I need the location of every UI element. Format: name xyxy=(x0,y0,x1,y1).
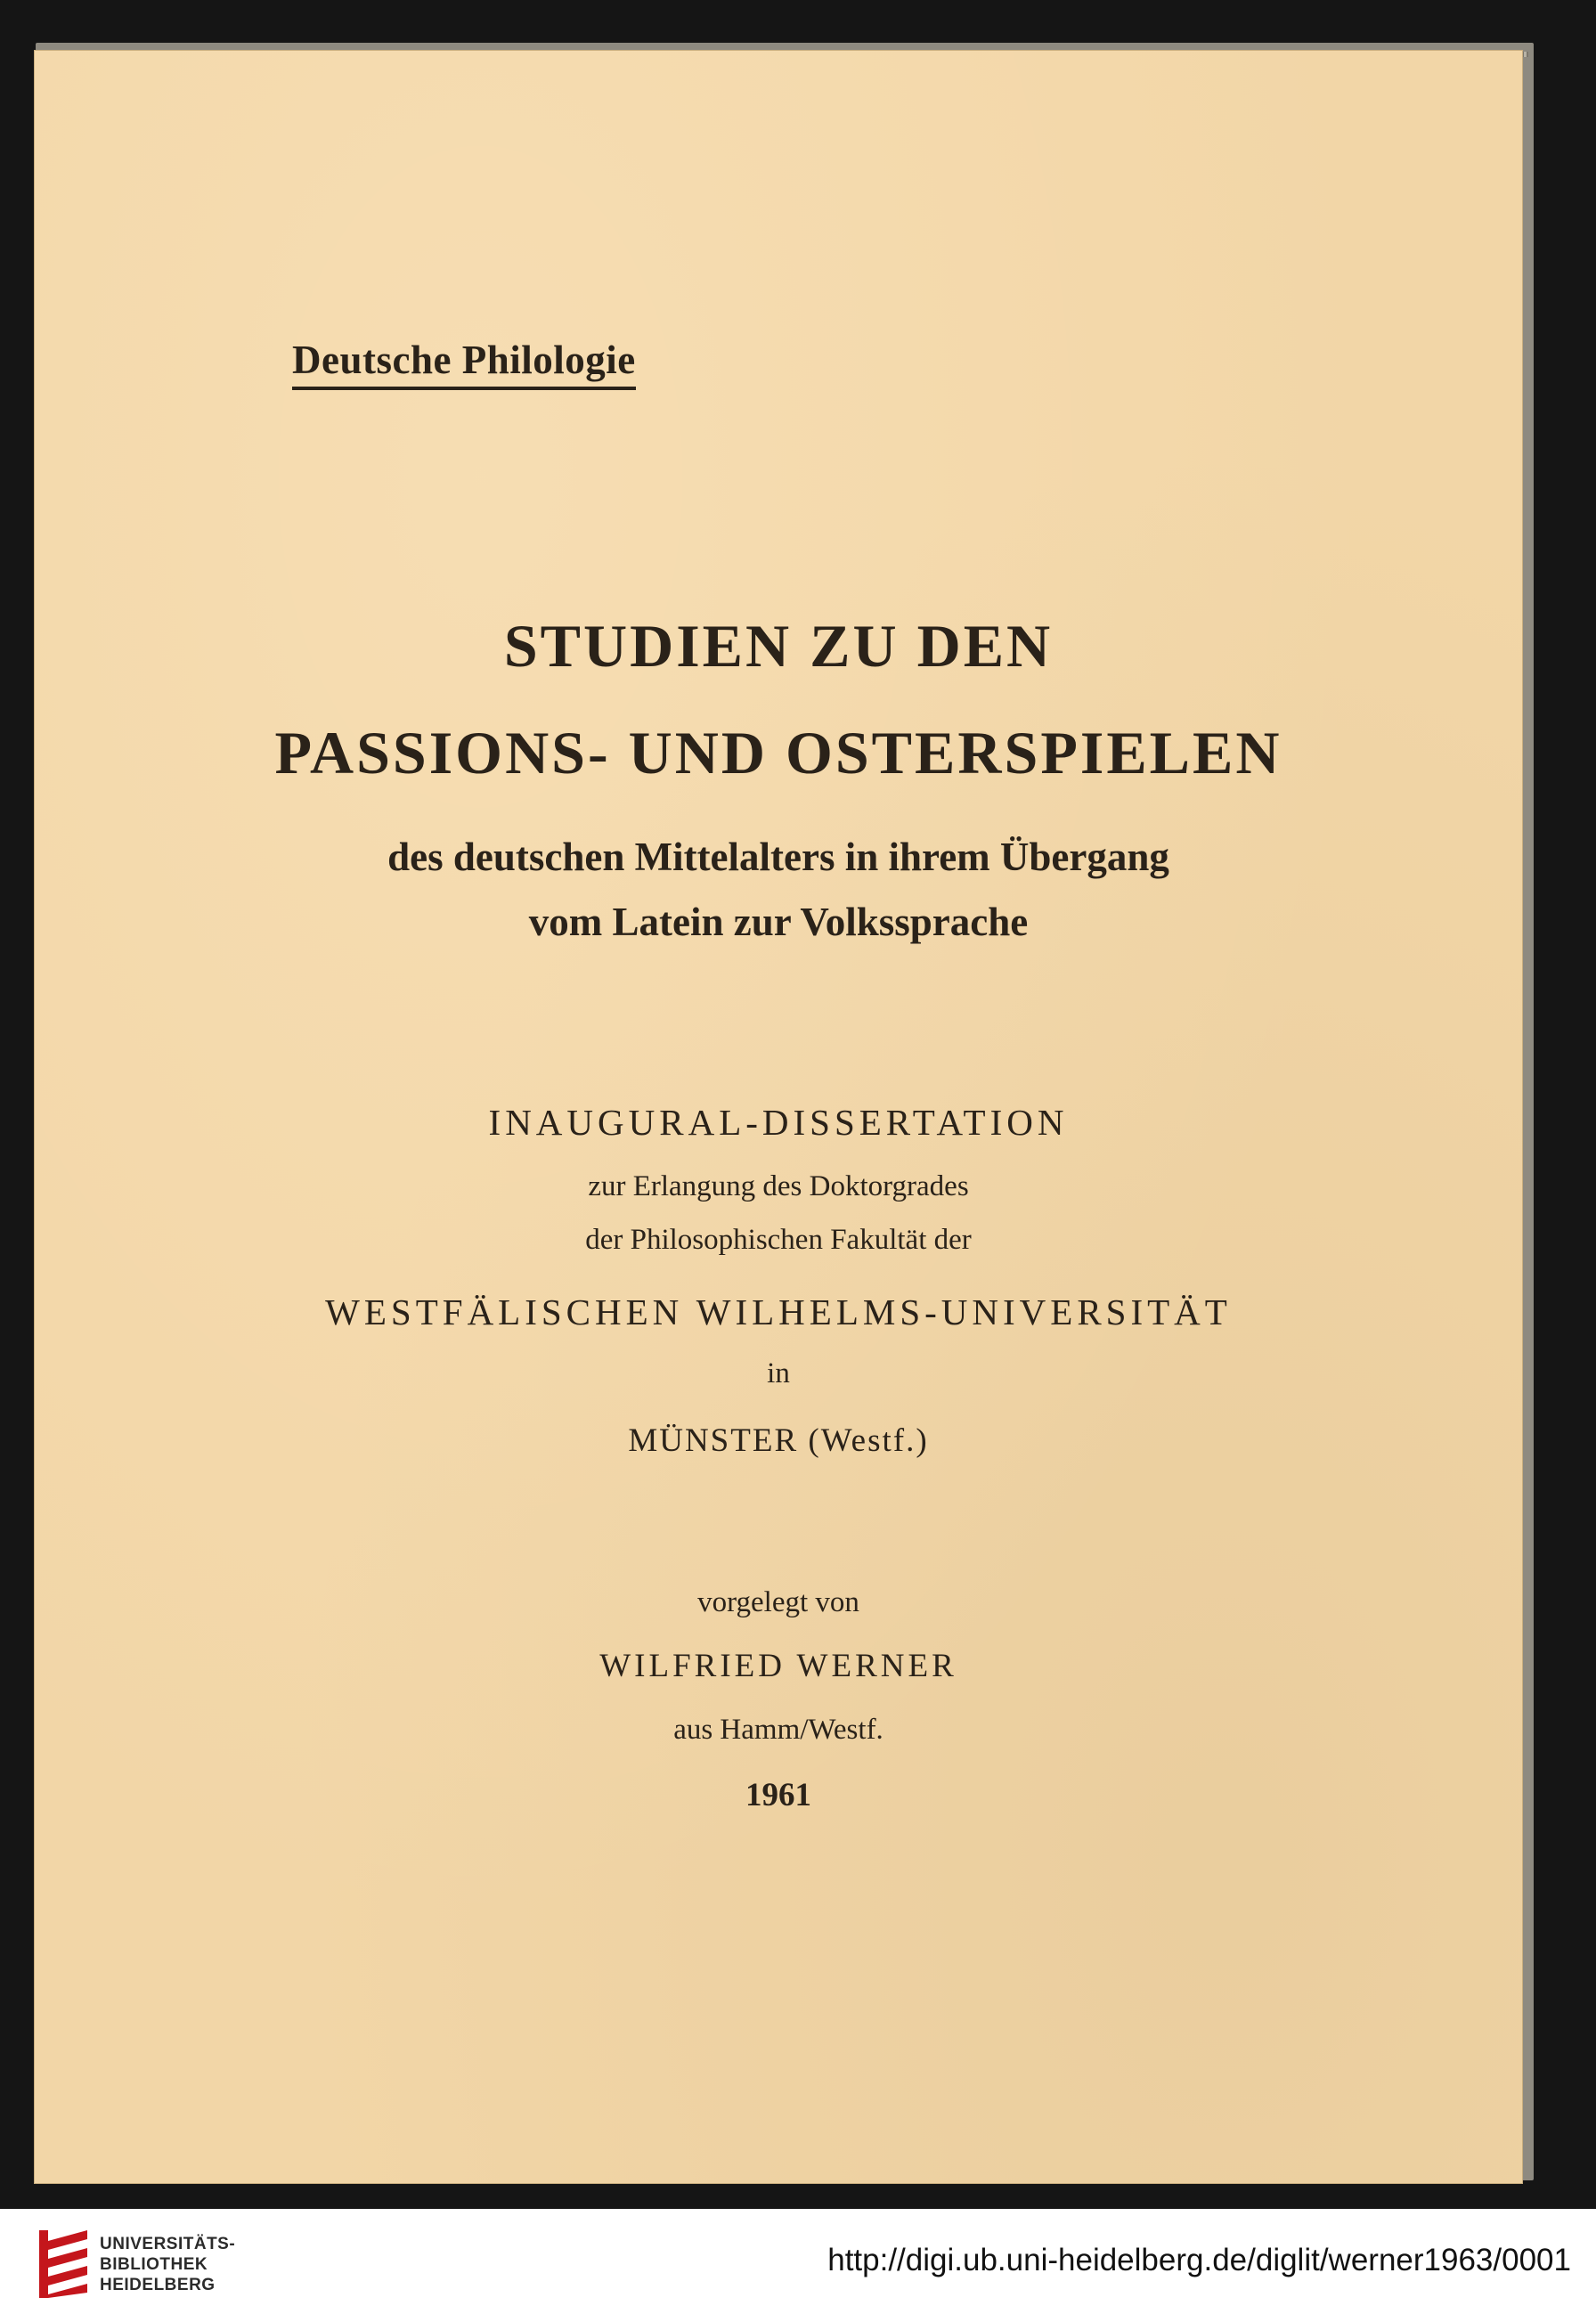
author-origin: aus Hamm/Westf. xyxy=(673,1714,884,1746)
library-name-line-1: UNIVERSITÄTS- xyxy=(100,2235,236,2253)
title-line-1: STUDIEN ZU DEN xyxy=(503,612,1054,680)
university-name: WESTFÄLISCHEN WILHELMS-UNIVERSITÄT xyxy=(325,1291,1232,1332)
author-name: WILFRIED WERNER xyxy=(599,1648,957,1684)
in-label: in xyxy=(767,1357,790,1389)
library-name xyxy=(100,2234,235,2295)
title-line-2: PASSIONS- UND OSTERSPIELEN xyxy=(274,719,1282,786)
footer-bar xyxy=(0,2209,1596,2322)
dissertation-label: INAUGURAL-DISSERTATION xyxy=(488,1102,1069,1143)
subtitle-line-2: vom Latein zur Volkssprache xyxy=(528,900,1029,944)
library-name-line-2: BIBLIOTHEK xyxy=(100,2255,208,2274)
purpose-line-2: der Philosophischen Fakultät der xyxy=(585,1224,972,1256)
series-label: Deutsche Philologie xyxy=(292,337,636,390)
purpose-line-1: zur Erlangung des Doktorgrades xyxy=(588,1170,969,1202)
presented-by-label: vorgelegt von xyxy=(697,1586,859,1618)
subtitle-line-1: des deutschen Mittelalters in ihrem Übergang xyxy=(387,835,1169,879)
city-name: MÜNSTER (Westf.) xyxy=(628,1422,929,1459)
library-name-line-3: HEIDELBERG xyxy=(100,2276,216,2294)
book-cover xyxy=(34,50,1523,2184)
publication-year: 1961 xyxy=(745,1777,811,1813)
ub-heidelberg-logo-icon xyxy=(36,2228,91,2300)
permalink-url[interactable]: http://digi.ub.uni-heidelberg.de/diglit/werner1963/0001 xyxy=(827,2243,1571,2277)
